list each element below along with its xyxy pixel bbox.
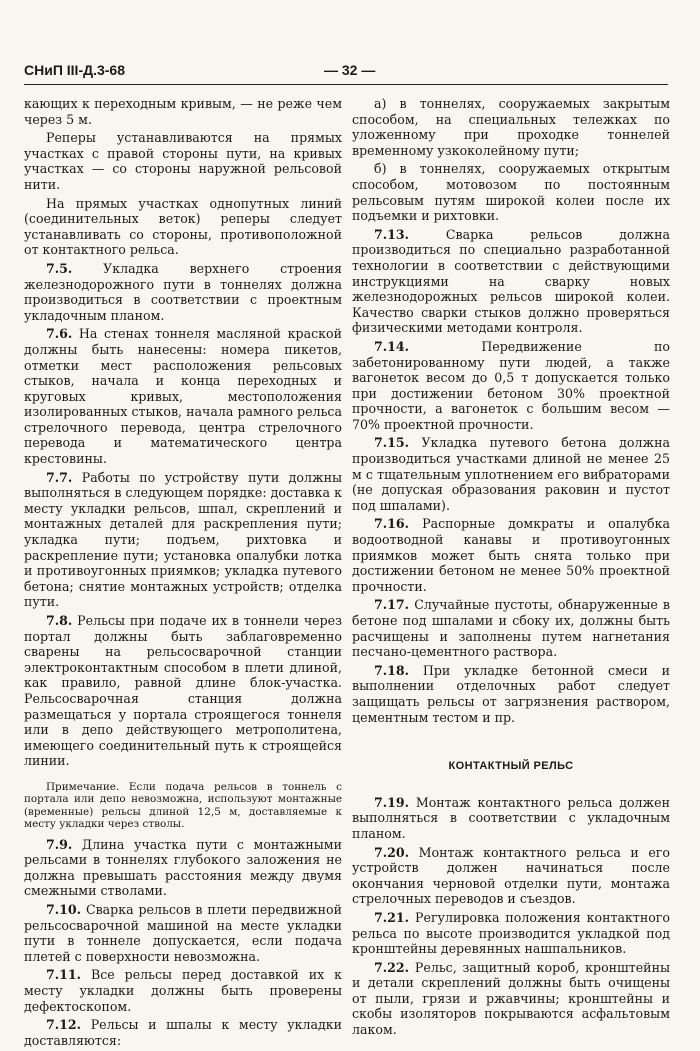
paragraph-text: Случайные пустоты, обнаруженные в бетоне под шпалами и сбоку их, должны быть расчищены и заполнены путем нагнетания песчано-цементного раствора. (352, 597, 670, 660)
clause-number: 7.11. (46, 967, 82, 983)
clause-number: 7.7. (46, 469, 73, 485)
paragraph (24, 837, 342, 899)
paragraph-text: Укладка путевого бетона должна производиться участками длиной не менее 25 м с тщательным уплотнением его вибраторами (не допуская образования раковин и пустот под шпалами). (352, 435, 670, 513)
paragraph (24, 130, 342, 192)
paragraph-text: Примечание. Если подача рельсов в тоннель с портала или депо невозможна, используют монтажные (временные) рельсы длиной 12,5 м, доставляемые к месту укладки через стволы. (24, 780, 342, 831)
paragraph-text: Все рельсы перед доставкой их к месту укладки должны быть проверены дефектоскопом. (24, 967, 342, 1014)
paragraph (24, 1017, 342, 1048)
right-column (352, 96, 670, 1041)
paragraph-text: Рельсы при подаче их в тоннели через портал должны быть заблаговременно сварены на рельсосварочной станции электроконтактным способом в плети длиной, как правило, равной длине блок-участка. Рельсосварочная станция должна размещаться у портала строящегося тоннеля или в депо действующего метрополитена, имеющего соединительный путь к строящейся линии. (24, 613, 342, 769)
paragraph (352, 227, 670, 336)
clause-number: 7.19. (374, 794, 410, 810)
clause-number: 7.6. (46, 326, 73, 342)
clause-number: 7.20. (374, 844, 410, 860)
paragraph-text: Укладка верхнего строения железнодорожного пути в тоннелях должна производиться в соответствии с проектным укладочным планом. (24, 260, 342, 323)
paragraph (24, 196, 342, 258)
clause-number: 7.22. (374, 959, 410, 975)
clause-number: 7.16. (374, 516, 410, 532)
clause-number: 7.12. (46, 1017, 82, 1033)
paragraph-text: Регулировка положения контактного рельса по высоте производится укладкой под кронштейны деревянных нашпальников. (352, 909, 670, 957)
clause-number: 7.14. (374, 338, 410, 354)
paragraph-text: Реперы устанавливаются на прямых участках с правой стороны пути, на кривых участках — со стороны наружной рельсовой нити. (24, 130, 342, 192)
paragraph-text: а) в тоннелях, сооружаемых закрытым способом, на специальных тележках по уложенному при проходке тоннелей временному узкоколейному пути; (352, 96, 670, 158)
paragraph (352, 597, 670, 659)
clause-number: 7.21. (374, 909, 410, 925)
paragraph (24, 261, 342, 323)
paragraph (352, 845, 670, 907)
paragraph (352, 910, 670, 957)
paragraph-text: Рельс, защитный короб, кронштейны и детали скреплений должны быть очищены от пыли, грязи и ржавчины; кронштейны и скобы изоляторов покрываются асфальтовым лаком. (352, 959, 670, 1038)
clause-number: 7.10. (46, 901, 82, 917)
paragraph-text: Передвижение по забетонированному пути людей, а также вагонеток весом до 0,5 т допускается только при достижении бетоном 30% проектной прочности, а вагонеток с большим весом — 70% проектной прочности. (352, 338, 670, 432)
paragraph-text: Монтаж контактного рельса и его устройств должен начинаться после окончания черновой отделки пути, монтажа стрелочных переводов и съездов. (352, 844, 670, 907)
paragraph-text: Распорные домкраты и опалубка водоотводной канавы и противоугонных приямков может быть снята только при достижении бетоном не менее 50% проектной прочности. (352, 516, 670, 594)
paragraph-text: Рельсы и шпалы к месту укладки доставляются: (24, 1017, 342, 1048)
paragraph (352, 663, 670, 725)
page-header (24, 62, 668, 85)
paragraph (352, 96, 670, 158)
paragraph-text: Длина участка пути с монтажными рельсами в тоннелях глубокого заложения не должна превышать расстояния между двумя смежными стволами. (24, 836, 342, 899)
paragraph (352, 339, 670, 433)
section-heading: КОНТАКТНЫЙ РЕЛЬС (448, 760, 574, 773)
clause-number: 7.8. (46, 613, 73, 628)
left-column (24, 96, 342, 1051)
clause-number: 7.5. (46, 260, 73, 276)
page-number: — 32 — (324, 62, 376, 78)
paragraph-text: кающих к переходным кривым, — не реже чем через 5 м. (24, 96, 342, 127)
paragraph (24, 470, 342, 610)
paragraph-text: Монтаж контактного рельса должен выполняться в соответствии с укладочным планом. (352, 794, 670, 841)
clause-number: 7.15. (374, 435, 410, 451)
paragraph (24, 96, 342, 127)
paragraph (352, 795, 670, 842)
paragraph (24, 613, 342, 769)
clause-number: 7.13. (374, 226, 410, 242)
paragraph (352, 960, 670, 1038)
paragraph (24, 326, 342, 466)
paragraph (352, 161, 670, 223)
paragraph-text: На прямых участках однопутных линий (соединительных веток) реперы следует устанавливать со стороны, противоположной от контактного рельса. (24, 195, 342, 258)
paragraph-text: б) в тоннелях, сооружаемых открытым способом, мотовозом по постоянным рельсовым путям широкой колеи после их подъемки и рихтовки. (352, 161, 670, 224)
clause-number: 7.17. (374, 597, 410, 613)
paragraph-text: Сварка рельсов должна производиться по специально разработанной технологии в соответствии с действующими инструкциями на сварку новых железнодорожных рельсов широкой колеи. Качество сварки стыков должно проверяться физическими методами контроля. (352, 226, 670, 336)
clause-number: 7.18. (374, 662, 410, 678)
paragraph (352, 435, 670, 513)
document-code: СНиП III-Д.3-68 (24, 62, 125, 78)
paragraph-text: Работы по устройству пути должны выполняться в следующем порядке: доставка к месту укладки рельсов, шпал, скреплений и монтажных деталей для раскрепления пути; укладка пути; подъем, рихтовка и раскрепление пути; установка опалубки лотка и противоугонных приямков; укладка путевого бетона; снятие монтажных устройств; отделка пути. (24, 469, 342, 610)
note-paragraph (24, 781, 342, 831)
paragraph-text: При укладке бетонной смеси и выполнении отделочных работ следует защищать рельсы от загрязнения раствором, цементным тестом и пр. (352, 662, 670, 725)
clause-number: 7.9. (46, 836, 73, 852)
paragraph-text: Сварка рельсов в плети передвижной рельсосварочной машиной на месте укладки пути в тоннеле допускается, если подача плетей с поверхности невозможна. (24, 901, 342, 964)
paragraph (24, 902, 342, 964)
paragraph-text: На стенах тоннеля масляной краской должны быть нанесены: номера пикетов, отметки мест расположения рельсовых стыков, начала и конца переходных и круговых кривых, местоположения изолированных стыков, начала рамного рельса стрелочного перевода, центра стрелочного перевода и математического центра крестовины. (24, 326, 342, 467)
paragraph (352, 516, 670, 594)
paragraph (24, 967, 342, 1014)
